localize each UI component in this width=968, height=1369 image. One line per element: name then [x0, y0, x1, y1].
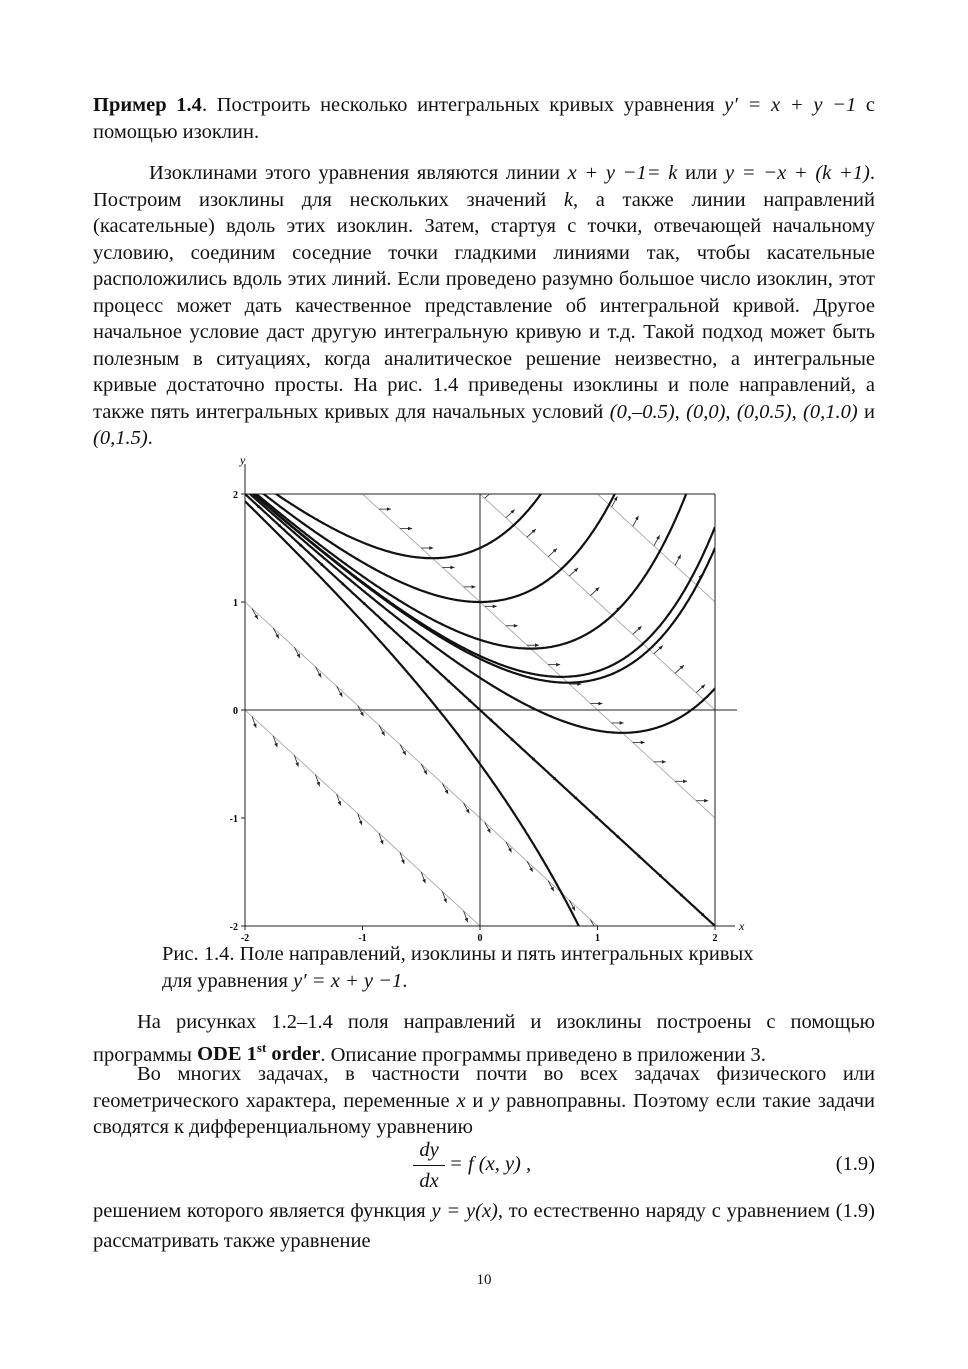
arrow-head	[253, 723, 256, 727]
arrow-head	[535, 643, 539, 647]
k-symbol: k	[563, 188, 573, 211]
text: равноправны. Поэтому если такие задачи сводятся к дифференциальному уравнению	[93, 1089, 875, 1138]
arrow-head	[620, 721, 624, 725]
and: и	[465, 1089, 491, 1112]
direction-arrow	[590, 920, 596, 931]
arrow-head	[450, 566, 454, 570]
caption-text: для уравнения	[162, 969, 294, 992]
x-tick-label: 2	[712, 933, 718, 942]
isocline-line	[215, 450, 755, 710]
y-tick-label: 0	[233, 706, 238, 717]
example-paragraph	[93, 92, 875, 145]
x-tick-label: -1	[358, 933, 367, 942]
arrow-head	[359, 821, 362, 825]
arrow-head	[641, 741, 645, 745]
text: . Построим изоклины для нескольких значений	[93, 162, 875, 211]
caption-equation: y′ = x + y −1	[293, 969, 403, 992]
x-tick-label: 1	[595, 933, 600, 942]
arrow-head	[317, 782, 320, 786]
y-tick-label: -1	[229, 814, 238, 825]
isoclines-paragraph	[93, 160, 875, 452]
isocline-line	[215, 494, 755, 942]
arrow-head	[295, 762, 298, 766]
figures-paragraph	[93, 1009, 875, 1068]
text: решением которого является функция	[93, 1200, 432, 1222]
fraction-bar	[413, 1165, 445, 1166]
sep: ,	[791, 400, 804, 423]
var-x: x	[456, 1089, 466, 1112]
sep: ,	[725, 400, 737, 423]
caption-end: .	[402, 969, 408, 992]
example-label: Пример 1.4	[93, 94, 202, 116]
program-name-a: ODE 1	[197, 1043, 257, 1066]
initial-condition-3: (0,0.5)	[736, 400, 792, 423]
arrow-head	[683, 779, 687, 783]
caption-line-1: Рис. 1.4. Поле направлений, изоклины и пять интегральных кривых	[162, 943, 754, 965]
arrow-head	[514, 624, 518, 628]
y-tick-label: 1	[233, 598, 238, 609]
integral-curve	[245, 501, 594, 942]
text: , а также линии направлений (касательные) вдоль этих изоклин. Затем, стартуя с точки, отвечающей начальному условию, соединим соседние точки гладкими линиями так, чтобы касательные расположились вдоль этих линий. Если проведено разумно большое число изоклин, этот процесс может дать качественное представление об интегральной кривой. Другое начальное условие даст другую интегральную кривую и т.д. Такой подход может быть полезным в ситуациях, когда аналитическое решение неизвестно, а интегральные кривые достаточно просты. На рис. 1.4 приведены изоклины и поле направлений, а также пять интегральных кривых для начальных условий	[93, 188, 876, 423]
text: , то естественно наряду с уравнением (1.9) рассматривать также уравнение	[93, 1200, 875, 1252]
arrow-head	[472, 585, 476, 589]
page-number: 10	[476, 1272, 492, 1288]
x-tick-label: -2	[240, 933, 250, 942]
caption-line-2	[162, 968, 862, 995]
text: или	[677, 162, 725, 184]
fraction-denominator: dx	[419, 1170, 439, 1192]
example-equation: y′ = x + y −1	[724, 94, 857, 116]
solution-equation: y = y(x)	[431, 1200, 498, 1222]
period: .	[147, 427, 153, 449]
equation-rhs: = f (x, y) ,	[449, 1153, 532, 1175]
solution-paragraph	[93, 1196, 875, 1256]
isocline-line-equation: y = −x + (k +1)	[724, 162, 870, 184]
initial-condition-2: (0,0)	[686, 400, 726, 423]
arrow-head	[338, 801, 341, 805]
direction-field-figure	[215, 450, 755, 942]
text: Во многих задачах, в частности почти во всех задачах физического или геометрического характера, переменные	[93, 1063, 875, 1112]
sep: ,	[674, 400, 687, 423]
x-axis-label: x	[739, 919, 745, 933]
initial-condition-1: (0,–0.5)	[609, 400, 675, 423]
example-text-end: с помощью изоклин.	[93, 94, 875, 143]
isocline-line	[215, 450, 755, 818]
derivative-fraction	[413, 1137, 445, 1194]
text: . Описание программы приведено в приложении 3.	[320, 1043, 766, 1066]
equation-number: (1.9)	[835, 1153, 875, 1175]
arrow-head	[380, 840, 383, 844]
arrow-head	[387, 507, 391, 511]
initial-condition-4: (0,1.0)	[803, 400, 858, 423]
arrow-head	[598, 702, 602, 706]
arrow-head	[408, 527, 412, 531]
arrow-head	[493, 605, 497, 609]
and: и	[857, 400, 876, 423]
isocline-equation: x + y −1= k	[567, 162, 678, 184]
arrow-head	[556, 663, 560, 667]
example-text: . Построить несколько интегральных кривых уравнения	[201, 94, 725, 116]
y-tick-label: -2	[229, 922, 238, 933]
arrow-head	[704, 799, 708, 803]
text: На рисунках 1.2–1.4 поля направлений и изоклины построены с помощью программы	[93, 1011, 875, 1066]
arrow-head	[662, 760, 666, 764]
var-y: y	[490, 1089, 500, 1112]
arrow-head	[274, 743, 277, 747]
arrow-head	[465, 918, 468, 922]
figure-caption	[162, 941, 862, 994]
x-tick-label: 0	[477, 933, 483, 942]
program-sup: st	[256, 1040, 267, 1056]
y-axis-label: y	[240, 453, 246, 467]
program-name-b: order	[266, 1043, 321, 1066]
arrow-head	[429, 546, 433, 550]
text: Изоклинами этого уравнения являются линии	[149, 162, 568, 184]
arrow-head	[443, 898, 446, 902]
y-tick-label: 2	[233, 490, 238, 501]
many-problems-paragraph	[93, 1061, 875, 1141]
isocline-line	[215, 450, 755, 494]
arrow-head	[401, 859, 404, 863]
fraction-numerator: dy	[419, 1139, 439, 1161]
arrow-head	[422, 879, 425, 883]
initial-condition-5: (0,1.5)	[93, 427, 148, 449]
equation-1-9	[93, 1137, 875, 1201]
